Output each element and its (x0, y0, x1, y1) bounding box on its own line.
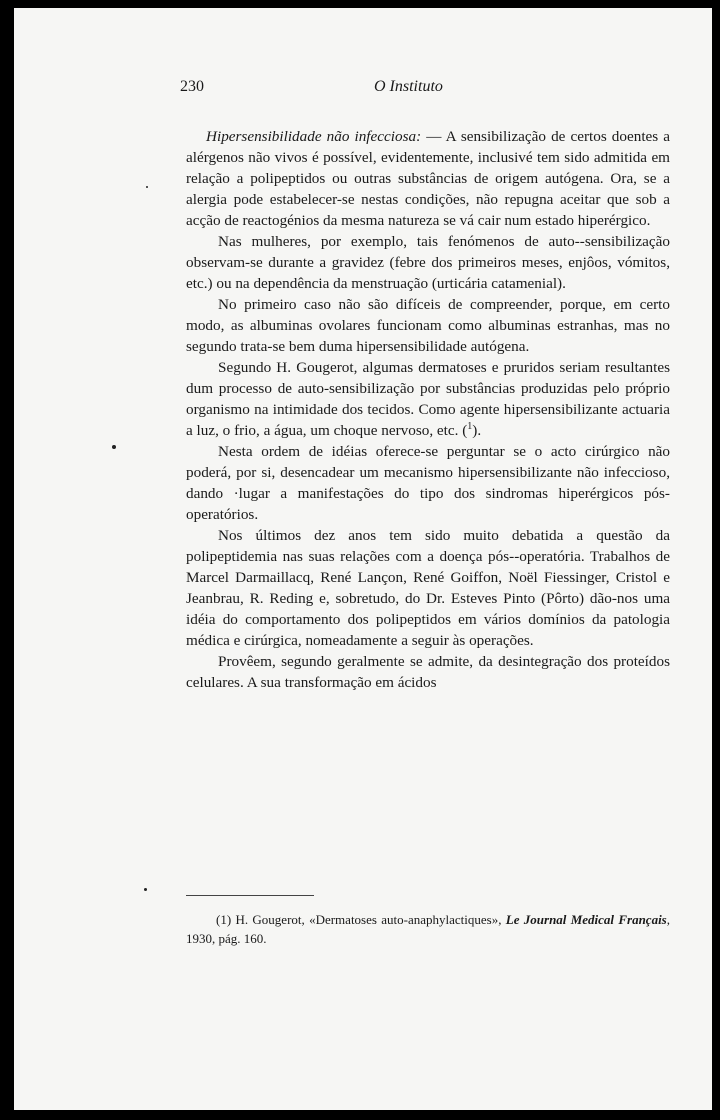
paragraph-text: Segundo H. Gougerot, algumas dermatoses e pruridos seriam resultantes dum processo de auto-sensibilização por substâncias produzidas pelo próprio organismo na intimidade dos tecidos. Como agente hipersensibilizante actuaria a luz, o frio, a água, um choque nervoso, etc. ( (186, 359, 670, 439)
ink-speck (112, 445, 116, 449)
footnote-text-end: , 1930, pág. 160. (186, 912, 670, 946)
book-page (14, 8, 712, 1110)
ink-speck (144, 888, 147, 891)
paragraph: No primeiro caso não são difíceis de compreender, porque, em certo modo, as albuminas ovolares funcionam como albuminas estranhas, mas no segundo trata-se bem duma hipersensibilidade autógena. (186, 296, 670, 355)
paragraph: Nesta ordem de idéias oferece-se perguntar se o acto cirúrgico não poderá, por si, desencadear um mecanismo hipersensibilizante não infeccioso, dando ·lugar a manifestações do tipo dos sindromas hiperérgicos pós-operatórios. (186, 443, 670, 523)
ink-speck (146, 186, 148, 188)
footnote-divider (186, 895, 314, 896)
footnote-journal: Le Journal Medical Français (505, 912, 667, 927)
paragraph-text: — A sensibilização de certos doentes a alérgenos não vivos é possível, evidentemente, inclusivé tem sido admitida em relação a polipeptidos ou outras substâncias de origem autógena. Ora, se a alergia pode estabelecer-se nestas condições, não repugna aceitar que sob a acção de reactogénios da mesma natureza se vá cair num estado hiperérgico. (186, 128, 670, 229)
paragraph (186, 357, 670, 441)
paragraph-lead: Hipersensibilidade não infecciosa: (206, 128, 422, 145)
page-header (14, 78, 712, 104)
paragraph (186, 126, 670, 231)
paragraph: Nas mulheres, por exemplo, tais fenómenos de auto--sensibilização observam-se durante a gravidez (febre dos primeiros meses, enjôos, vómitos, etc.) ou na dependência da menstruação (urticária catamenial). (186, 233, 670, 292)
paragraph: Provêem, segundo geralmente se admite, da desintegração dos proteídos celulares. A sua transformação em ácidos (186, 653, 670, 691)
page-number: 230 (180, 78, 204, 95)
running-title: O Instituto (374, 78, 443, 95)
footnote-text: H. Gougerot, «Dermatoses auto-anaphylactiques», (231, 912, 506, 927)
footnote-reference: 1 (467, 420, 473, 432)
paragraph-tail: ). (472, 422, 482, 439)
body-text (186, 126, 670, 693)
paragraph: Nos últimos dez anos tem sido muito debatida a questão da polipeptidemia nas suas relações com a doença pós--operatória. Trabalhos de Marcel Darmaillacq, René Lançon, René Goiffon, Noël Fiessinger, Cristol e Jeanbrau, R. Reding e, sobretudo, do Dr. Esteves Pinto (Pôrto) dão-nos uma idéia do comportamento dos polipeptidos em vários domínios da patologia médica e cirúrgica, nomeadamente a seguir às operações. (186, 527, 670, 649)
footnote (186, 910, 670, 948)
footnote-marker: (1) (216, 912, 232, 927)
